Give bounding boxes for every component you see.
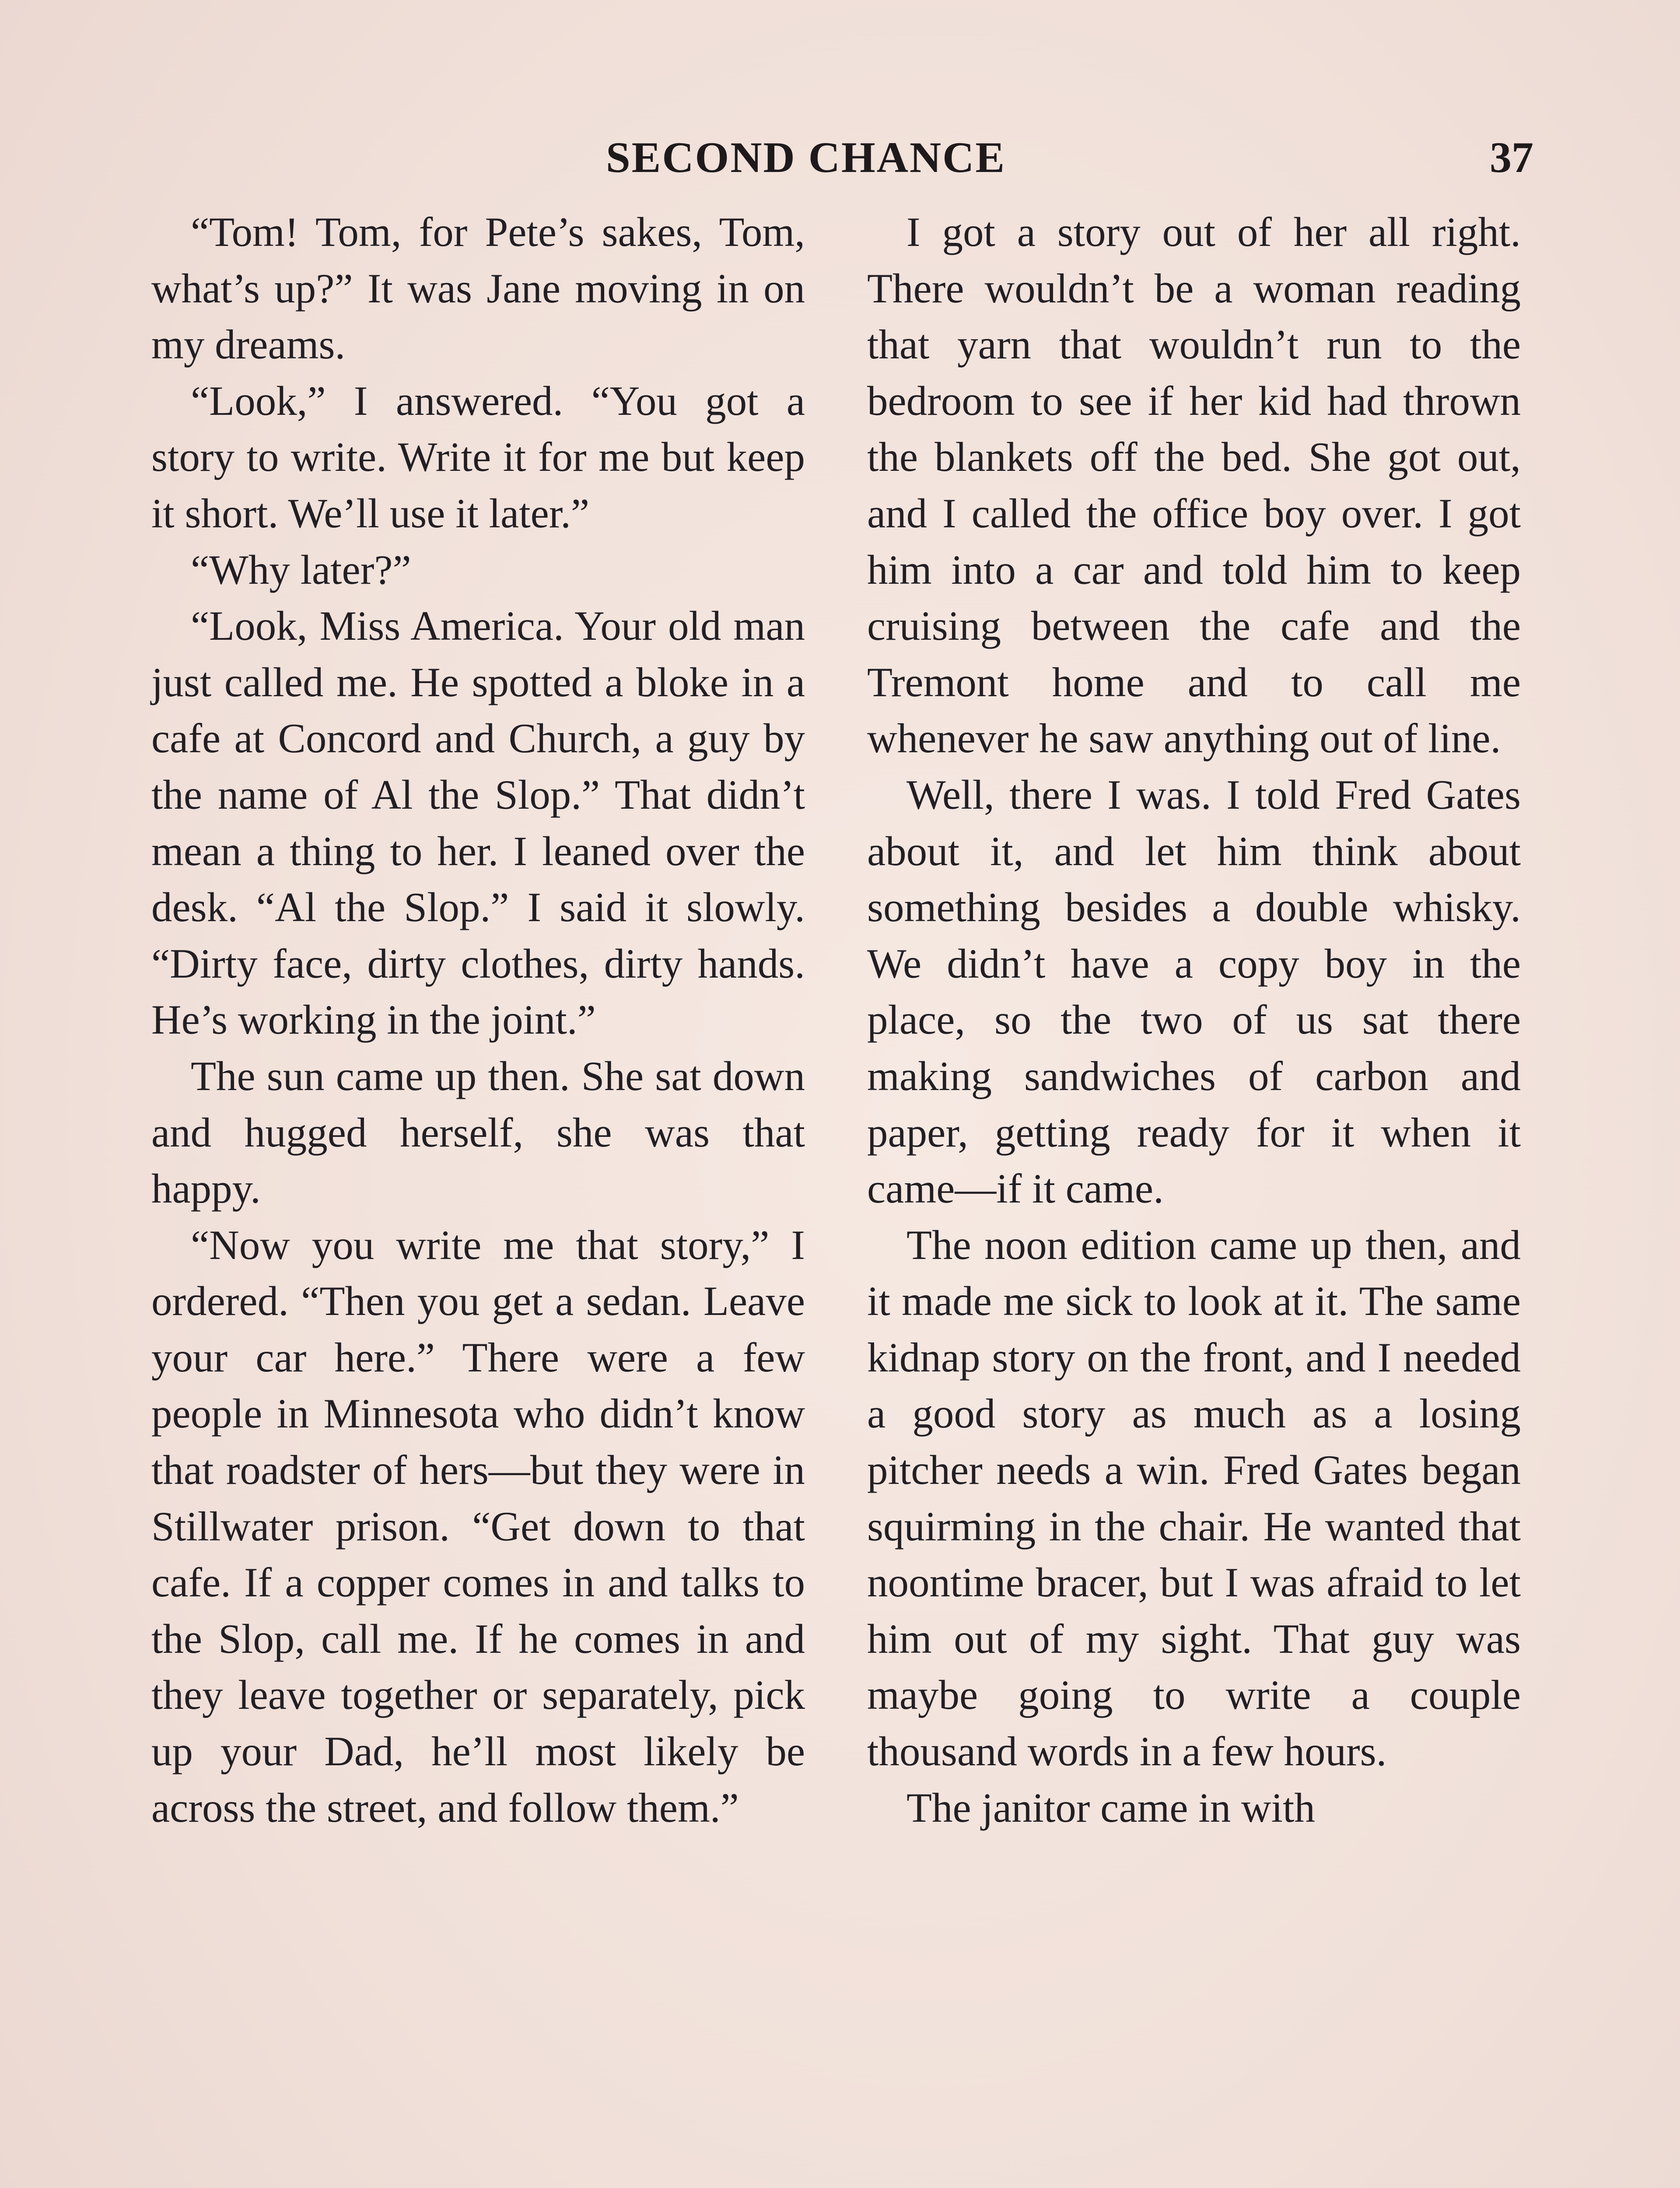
paragraph: “Look,” I answered. “You got a story to write. Write it for me but keep it short. We’ll use it later.” [151, 377, 805, 536]
paragraph: “Now you write me that story,” I ordered. “Then you get a sedan. Leave your car here.” There were a few people in Minnesota who didn’t know that roadster of hers—but they were in Stillwater prison. “Get down to that cafe. If a copper comes in and talks to the Slop, call me. If he comes in and they leave together or separately, pick up your Dad, he’ll most likely be across the street, and follow them.” [151, 1221, 805, 1831]
paragraph: “Look, Miss America. Your old man just called me. He spotted a bloke in a cafe at Concord and Church, a guy by the name of Al the Slop.” That didn’t mean a thing to her. I leaned over the desk. “Al the Slop.” I said it slowly. “Dirty face, dirty clothes, dirty hands. He’s working in the joint.” [151, 603, 805, 1043]
right-column [867, 204, 1521, 1836]
running-title: SECOND CHANCE [606, 133, 1006, 182]
left-column [151, 204, 805, 1836]
paragraph: The janitor came in with [906, 1784, 1315, 1831]
page-number: 37 [1490, 133, 1533, 182]
page-header [0, 127, 1680, 188]
paragraph: “Tom! Tom, for Pete’s sakes, Tom, what’s up?” It was Jane moving in on my dreams. [151, 209, 805, 368]
paragraph: I got a story out of her all right. There wouldn’t be a woman reading that yarn that wouldn’t run to the bedroom to see if her kid had thrown the blankets off the bed. She got out, and I called the office boy over. I got him into a car and told him to keep cruising between the cafe and the Tremont home and to call me whenever he saw anything out of line. [867, 209, 1521, 762]
paragraph: The sun came up then. She sat down and hugged herself, she was that happy. [151, 1052, 805, 1212]
paragraph: Well, there I was. I told Fred Gates about it, and let him think about something besides a double whisky. We didn’t have a copy boy in the place, so the two of us sat there making sandwiches of carbon and paper, getting ready for it when it came—if it came. [867, 771, 1521, 1212]
paragraph: “Why later?” [191, 546, 411, 593]
paragraph: The noon edition came up then, and it made me sick to look at it. The same kidnap story on the front, and I needed a good story as much as a losing pitcher needs a win. Fred Gates began squirming in the chair. He wanted that noontime bracer, but I was afraid to let him out of my sight. That guy was maybe going to write a couple thousand words in a few hours. [867, 1221, 1521, 1775]
